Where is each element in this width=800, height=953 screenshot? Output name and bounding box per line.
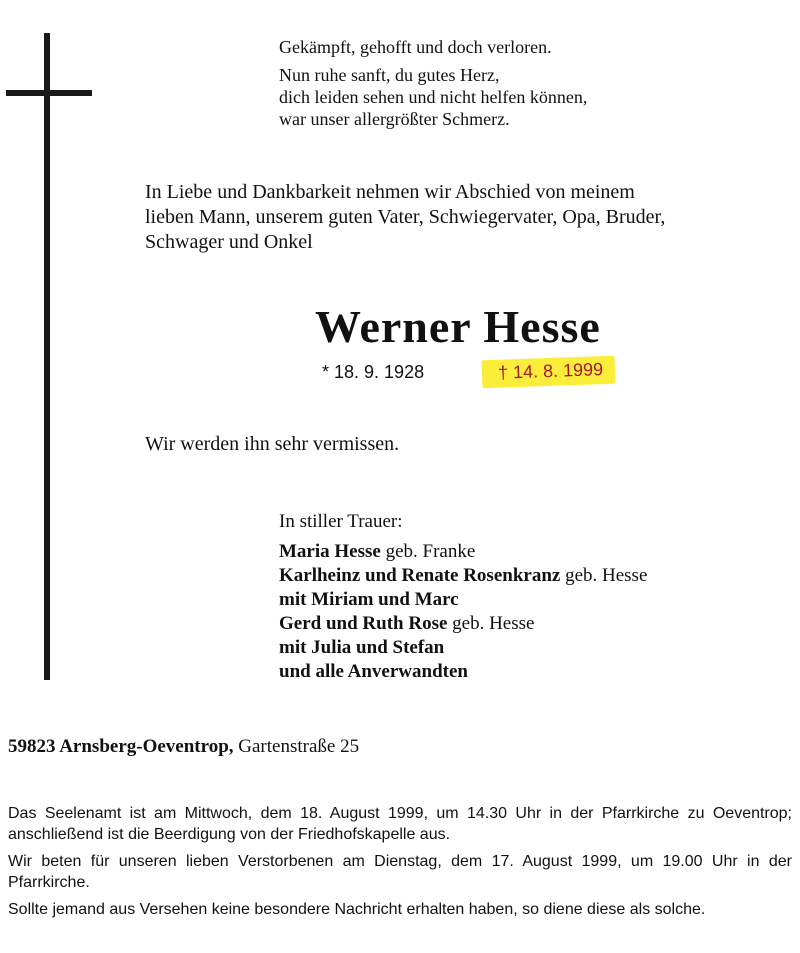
mourner-row (279, 636, 647, 660)
address-street: Gartenstraße 25 (233, 736, 360, 757)
mourner-name: mit Miriam und Marc (279, 589, 459, 610)
mourner-name: Maria Hesse (279, 541, 381, 562)
cross-vertical-bar (44, 33, 50, 680)
birth-date: * 18. 9. 1928 (322, 362, 425, 382)
note-prayer: Wir beten für unseren lieben Verstorbenen am Dienstag, dem 17. August 1999, um 19.00 Uhr in der Pfarrkirche. (8, 853, 792, 891)
intro-line-1: In Liebe und Dankbarkeit nehmen wir Abschied von meinem (145, 181, 635, 203)
verse (279, 36, 587, 130)
verse-line-4: war unser allergrößter Schmerz. (279, 109, 510, 129)
service-notes (8, 803, 792, 926)
mourner-row (279, 588, 647, 612)
address-city: 59823 Arnsberg-Oeventrop, (8, 736, 234, 757)
mourner-name: Gerd und Ruth Rose (279, 613, 448, 634)
intro-line-2: lieben Mann, unserem guten Vater, Schwiegervater, Opa, Bruder, (145, 206, 666, 228)
mourner-note: geb. Hesse (447, 613, 535, 634)
note-requiem: Das Seelenamt ist am Mittwoch, dem 18. August 1999, um 14.30 Uhr in der Pfarrkirche zu Oeventrop; anschließend ist die Beerdigung von der Friedhofskapelle aus. (8, 805, 792, 843)
mourner-row (279, 564, 647, 588)
cross-horizontal-bar (6, 90, 92, 96)
mourners-block (279, 510, 647, 684)
verse-line-2: Nun ruhe sanft, du gutes Herz, (279, 65, 500, 85)
mourner-name: und alle Anverwandten (279, 661, 468, 682)
verse-line-1: Gekämpft, gehofft und doch verloren. (279, 37, 552, 57)
mourner-row (279, 612, 647, 636)
mourner-name: Karlheinz und Renate Rosenkranz (279, 565, 561, 586)
intro-line-3: Schwager und Onkel (145, 231, 313, 253)
mourner-note: geb. Franke (380, 541, 476, 562)
mourners-heading: In stiller Trauer: (279, 511, 403, 532)
verse-line-3: dich leiden sehen und nicht helfen können, (279, 87, 588, 107)
note-notification: Sollte jemand aus Versehen keine besondere Nachricht erhalten haben, so diene diese als solche. (8, 901, 706, 918)
deceased-name: Werner Hesse (315, 301, 601, 352)
mourner-name: mit Julia und Stefan (279, 637, 445, 658)
closing-line: Wir werden ihn sehr vermissen. (145, 433, 400, 455)
mourner-row (279, 540, 647, 564)
mourner-note: geb. Hesse (560, 565, 648, 586)
intro-text (145, 180, 793, 255)
death-date-highlighted: † 14. 8. 1999 (482, 356, 616, 389)
mourner-row (279, 660, 647, 684)
address (8, 736, 359, 758)
